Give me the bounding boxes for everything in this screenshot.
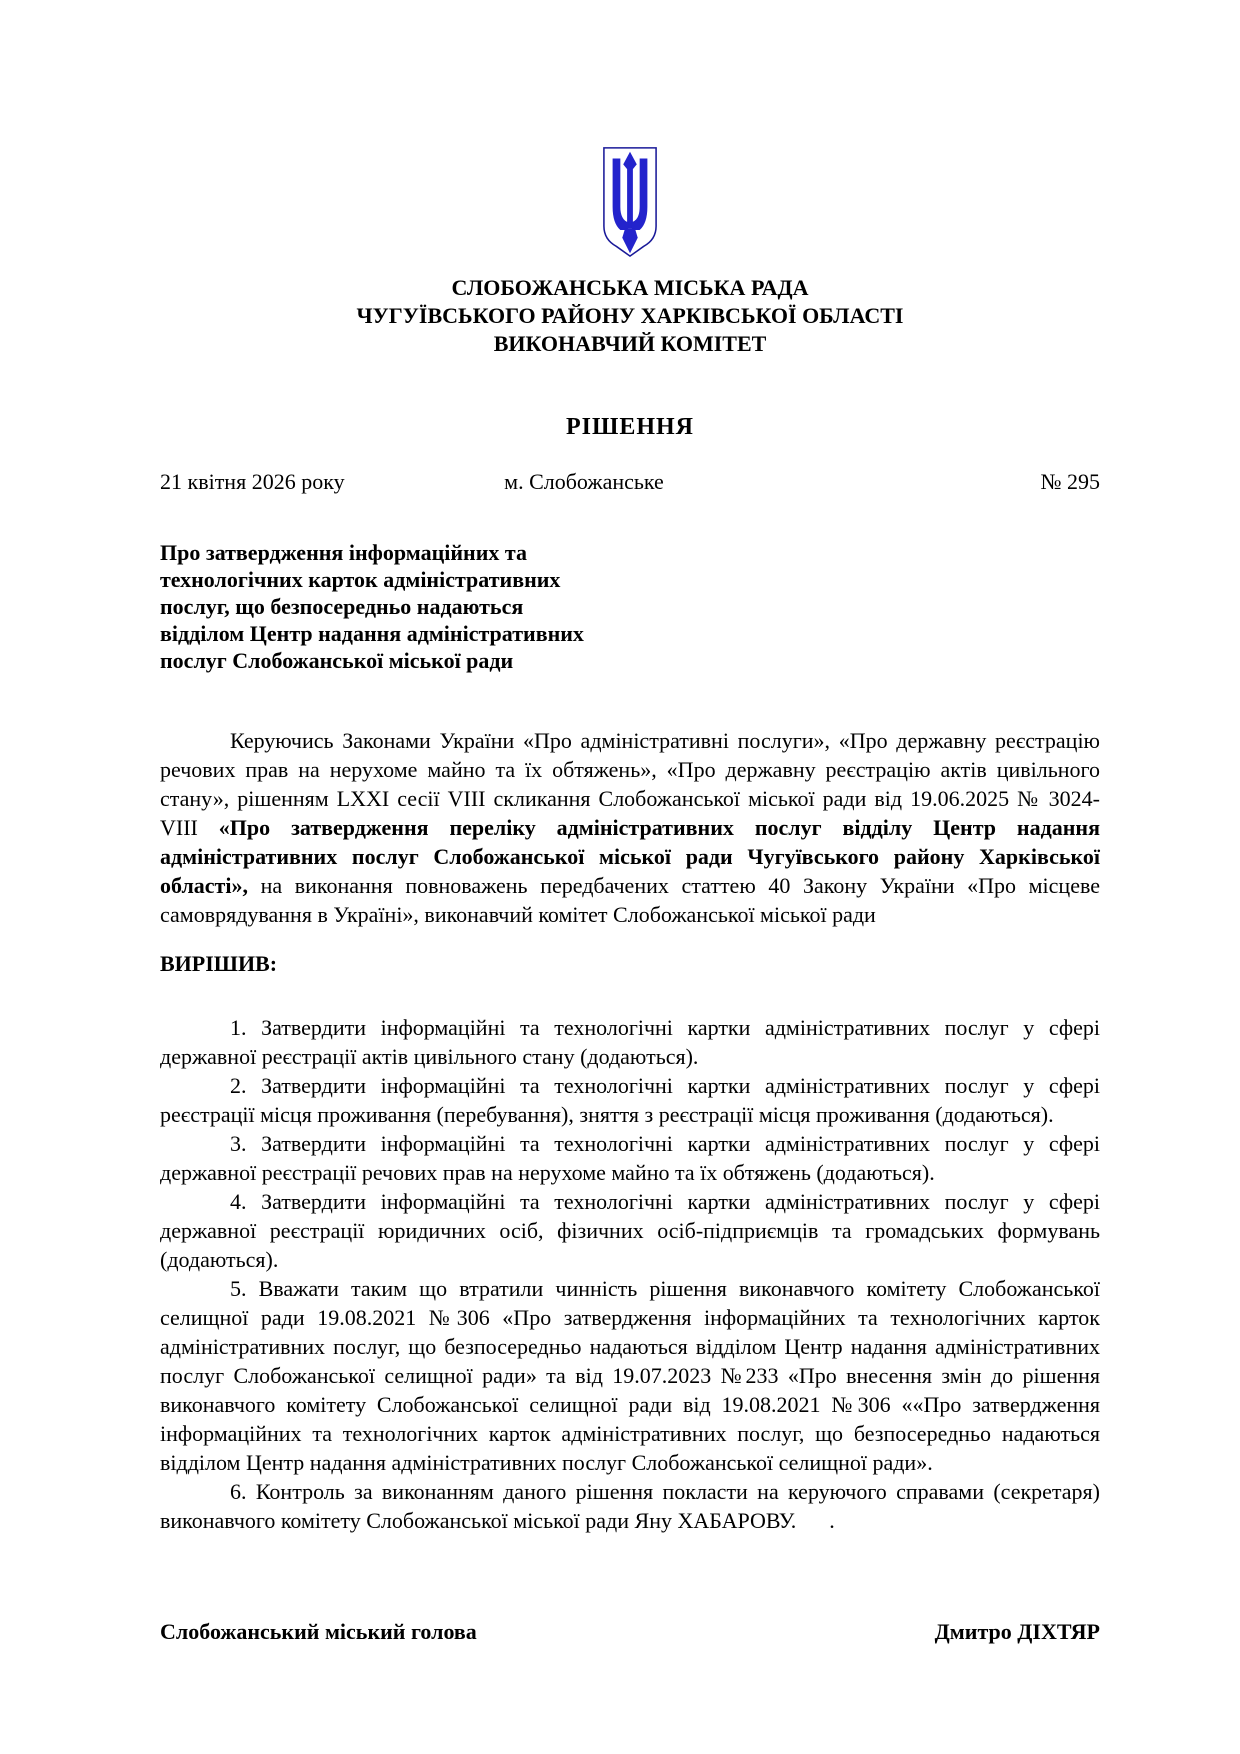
resolution-items	[160, 1013, 1100, 1535]
ukraine-trident-icon	[601, 145, 659, 259]
trident-glyph	[613, 152, 648, 253]
subject-line: послуг Слобожанської міської ради	[160, 648, 514, 673]
subject-line: Про затвердження інформаційних та	[160, 540, 527, 565]
org-district: ЧУГУЇВСЬКОГО РАЙОНУ ХАРКІВСЬКОЇ ОБЛАСТІ	[356, 303, 904, 328]
org-name: СЛОБОЖАНСЬКА МІСЬКА РАДА	[451, 275, 809, 300]
subject-line: відділом Центр надання адміністративних	[160, 621, 584, 646]
resolution-item-4: 4. Затвердити інформаційні та технологічні картки адміністративних послуг у сфері державної реєстрації юридичних осіб, фізичних осіб-підприємців та громадських формувань (додаються).	[160, 1189, 1100, 1272]
resolution-item-2: 2. Затвердити інформаційні та технологічні картки адміністративних послуг у сфері реєстрації місця проживання (перебування), зняття з реєстрації місця проживання (додаються).	[160, 1073, 1100, 1127]
preamble-tail: на виконання повноважень передбачених статтею 40 Закону України «Про місцеве самоврядування в Україні», виконавчий комітет Слобожанської міської ради	[160, 873, 1100, 927]
preamble-lead: Керуючись Законами України «Про адміністративні послуги», «Про державну реєстрацію речових прав на нерухоме майно та їх обтяжень», «Про державну реєстрацію актів цивільного стану», рішенням LXXI сесії VIII скликання Слобожанської міської ради від 19.06.2025 № 3024-VIII	[160, 728, 1100, 840]
emblem-container	[160, 145, 1100, 264]
org-body: ВИКОНАВЧИЙ КОМІТЕТ	[493, 331, 767, 356]
document-meta-row	[160, 469, 1100, 495]
resolution-item-3: 3. Затвердити інформаційні та технологічні картки адміністративних послуг у сфері державної реєстрації речових прав на нерухоме майно та їх обтяжень (додаються).	[160, 1131, 1100, 1185]
signer-name: Дмитро ДІХТЯР	[934, 1619, 1100, 1644]
document-subject	[160, 539, 680, 674]
subject-line: послуг, що безпосередньо надаються	[160, 594, 524, 619]
document-place: м. Слобожанське	[504, 469, 664, 494]
organization-header	[160, 274, 1100, 358]
document-date: 21 квітня 2026 року	[160, 469, 345, 494]
document-number: № 295	[1040, 469, 1100, 494]
signer-title: Слобожанський міський голова	[160, 1619, 477, 1644]
resolved-heading: ВИРІШИВ:	[160, 951, 278, 976]
signature-row	[160, 1619, 1100, 1645]
subject-line: технологічних карток адміністративних	[160, 567, 561, 592]
preamble-paragraph	[160, 726, 1100, 929]
resolution-item-1: 1. Затвердити інформаційні та технологічні картки адміністративних послуг у сфері державної реєстрації актів цивільного стану (додаються).	[160, 1015, 1100, 1069]
resolution-item-5: 5. Вважати таким що втратили чинність рішення виконавчого комітету Слобожанської селищної ради 19.08.2021 №306 «Про затвердження інформаційних та технологічних карток адміністративних послуг, що безпосередньо надаються відділом Центр надання адміністративних послуг Слобожанської селищної ради» та від 19.07.2023 №233 «Про внесення змін до рішення виконавчого комітету Слобожанської селищної ради від 19.08.2021 №306 ««Про затвердження інформаційних та технологічних карток адміністративних послуг, що безпосередньо надаються відділом Центр надання адміністративних послуг Слобожанської селищної ради».	[160, 1276, 1100, 1475]
document-type-title: РІШЕННЯ	[565, 414, 695, 440]
preamble-cited-title: «Про затвердження переліку адміністративних послуг відділу Центр надання адміністративних послуг Слобожанської міської ради Чугуївського району Харківської області»,	[160, 815, 1100, 898]
resolution-item-6: 6. Контроль за виконанням даного рішення покласти на керуючого справами (секретаря) виконавчого комітету Слобожанської міської ради Яну ХАБАРОВУ. .	[160, 1479, 1100, 1533]
